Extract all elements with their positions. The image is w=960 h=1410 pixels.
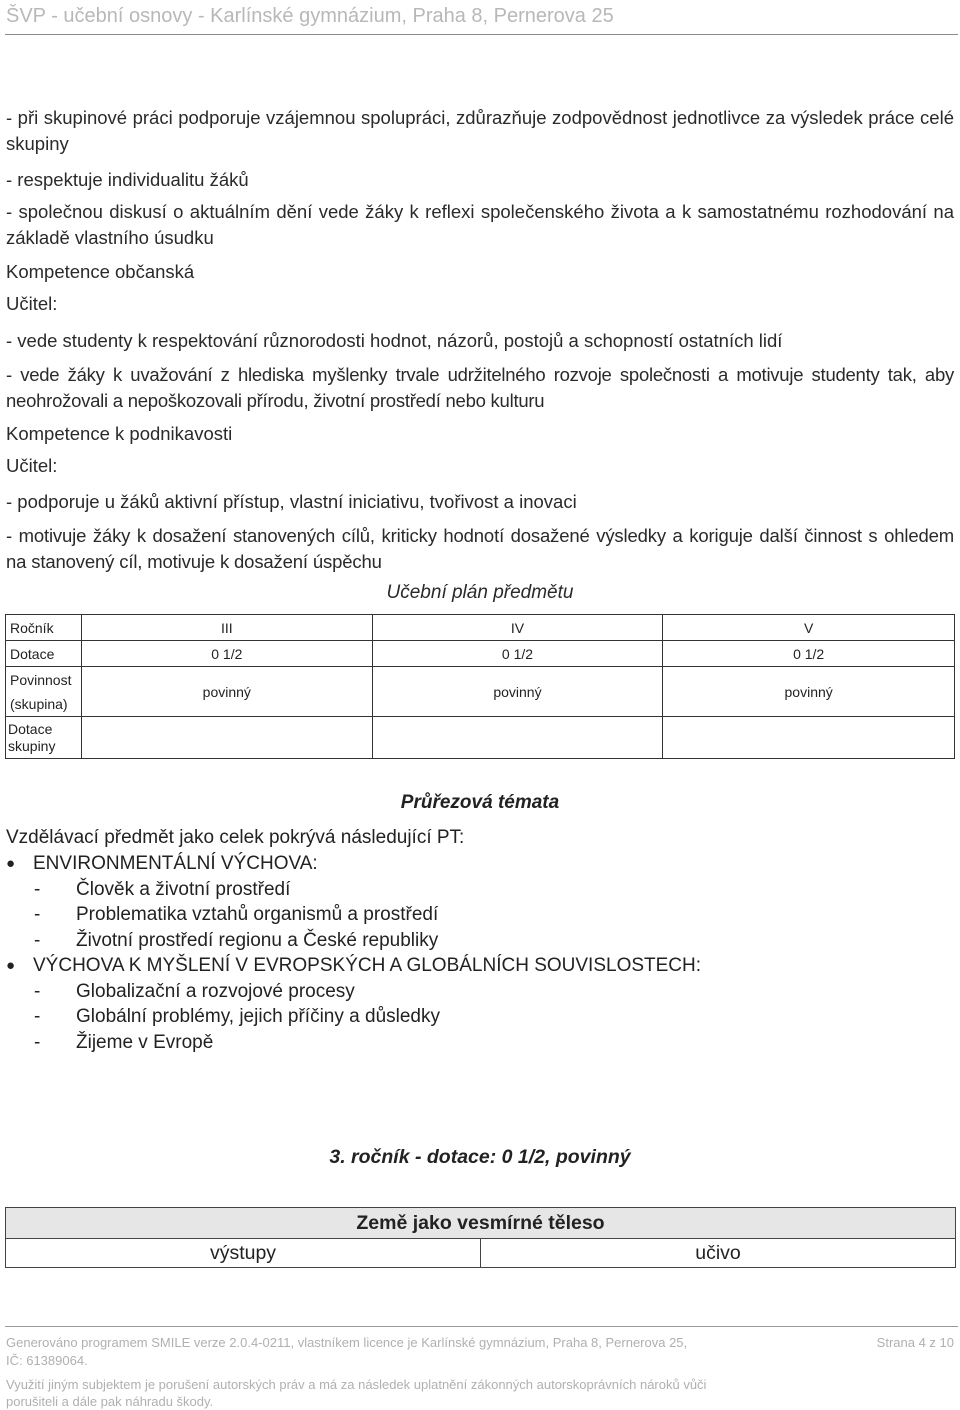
theme-group-name: ENVIRONMENTÁLNÍ VÝCHOVA:	[33, 853, 318, 874]
paragraph-motivation: - motivuje žáky k dosažení stanovených cílů, kriticky hodnotí dosažené výsledky a koriguje další činnost s ohledem na stanovený cíl, motivuje k dosažení úspěchu	[6, 525, 954, 572]
bullet-icon: ●	[6, 855, 16, 872]
theme-item: Životní prostředí regionu a České republiky	[76, 930, 439, 951]
theme-item: Globální problémy, jejich příčiny a důsledky	[76, 1006, 440, 1027]
footer-generator-note: Generováno programem SMILE verze 2.0.4-0211, vlastníkem licence je Karlínské gymnázium, Praha 8, Pernerova 25,	[6, 1335, 688, 1350]
theme-item: Problematika vztahů organismů a prostředí	[76, 904, 439, 925]
table-row	[6, 717, 955, 759]
label-teacher: Učitel:	[6, 293, 58, 314]
heading-civic-competence: Kompetence občanská	[6, 261, 195, 282]
header-divider	[5, 34, 958, 35]
table-cell: povinný	[81, 667, 372, 717]
footer-ico: IČ: 61389064.	[6, 1353, 88, 1368]
heading-entrepreneurship-competence: Kompetence k podnikavosti	[6, 423, 233, 444]
label-teacher: Učitel:	[6, 455, 58, 476]
unit-title: Země jako vesmírné těleso	[5, 1207, 956, 1238]
footer-copyright-note-cont: porušiteli a dále pak náhradu škody.	[6, 1394, 214, 1409]
curriculum-plan-table	[5, 614, 955, 759]
bullet-icon: ●	[6, 957, 16, 974]
theme-item: Globalizační a rozvojové procesy	[76, 981, 355, 1002]
column-header-outputs: výstupy	[209, 1242, 277, 1264]
row-label: Ročník	[6, 615, 82, 641]
theme-group-name: VÝCHOVA K MYŠLENÍ V EVROPSKÝCH A GLOBÁLNÍCH SOUVISLOSTECH:	[33, 955, 702, 976]
table-row	[6, 615, 955, 641]
paragraph-sustainability: - vede žáky k uvažování z hlediska myšlenky trvale udržitelného rozvoje společnosti a motivuje studenty tak, aby neohrožovali a nepoškozovali přírodu, životní prostředí nebo kulturu	[6, 364, 954, 411]
table-cell: 0 1/2	[81, 641, 372, 667]
table-cell	[81, 717, 372, 759]
table-cell: 0 1/2	[663, 641, 955, 667]
themes-title: Průřezová témata	[400, 792, 560, 813]
themes-intro: Vzdělávací předmět jako celek pokrývá následující PT:	[6, 827, 465, 848]
theme-item: Žijeme v Evropě	[76, 1032, 214, 1053]
footer-divider	[5, 1326, 958, 1327]
table-cell: povinný	[663, 667, 955, 717]
table-row	[6, 641, 955, 667]
table-cell: III	[81, 615, 372, 641]
paragraph-initiative: - podporuje u žáků aktivní přístup, vlastní iniciativu, tvořivost a inovaci	[6, 491, 577, 512]
unit-columns-header	[5, 1238, 956, 1268]
column-header-curriculum: učivo	[480, 1239, 955, 1267]
table-cell: 0 1/2	[372, 641, 663, 667]
table-cell: IV	[372, 615, 663, 641]
plan-title: Učební plán předmětu	[386, 582, 574, 603]
page-header-title: ŠVP - učební osnovy - Karlínské gymnázium, Praha 8, Pernerova 25	[6, 5, 614, 27]
paragraph-discussion: - společnou diskusí o aktuálním dění vede žáky k reflexi společenského života a k samostatnému rozhodování na základě vlastního úsudku	[6, 201, 954, 248]
table-row	[6, 667, 955, 717]
footer-copyright-note: Využití jiným subjektem je porušení autorských práv a má za následek uplatnění zákonných autorskoprávních nároků vůči	[6, 1377, 707, 1392]
table-cell: V	[663, 615, 955, 641]
paragraph-group-work: - při skupinové práci podporuje vzájemnou spolupráci, zdůrazňuje zodpovědnost jednotlivce za výsledek práce celé skupiny	[6, 107, 954, 154]
table-cell	[663, 717, 955, 759]
row-label: Povinnost (skupina)	[6, 667, 82, 717]
table-cell	[372, 717, 663, 759]
paragraph-respect: - vede studenty k respektování různorodosti hodnot, názorů, postojů a schopností ostatních lidí	[6, 330, 783, 351]
row-label: Dotace skupiny	[6, 717, 82, 759]
row-label: Dotace	[6, 641, 82, 667]
paragraph-individuality: - respektuje individualitu žáků	[6, 169, 249, 190]
grade-title: 3. ročník - dotace: 0 1/2, povinný	[329, 1146, 631, 1168]
table-cell: povinný	[372, 667, 663, 717]
theme-item: Člověk a životní prostředí	[76, 879, 291, 900]
footer-page-number: Strana 4 z 10	[876, 1335, 954, 1350]
